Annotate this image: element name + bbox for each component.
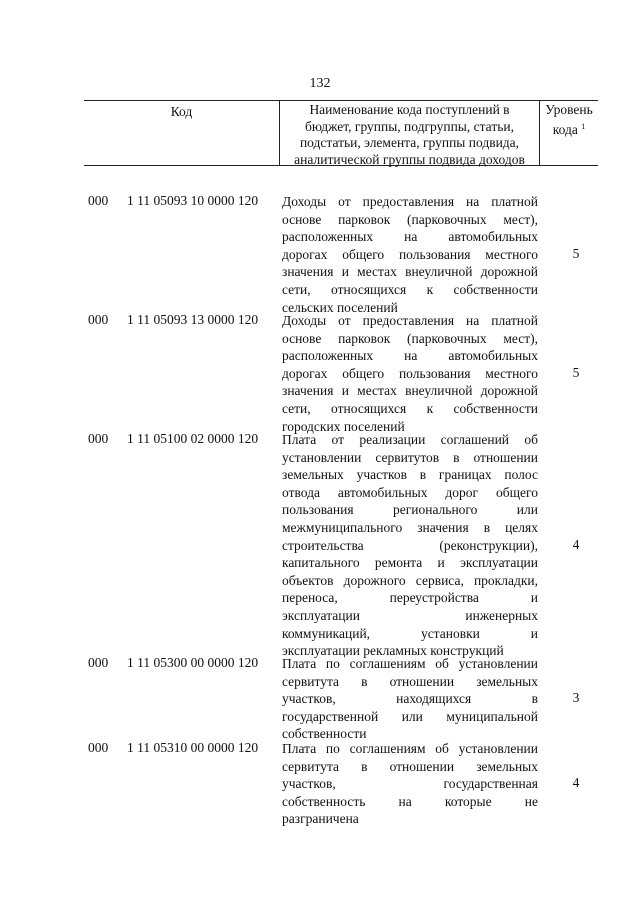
header-name [279, 101, 540, 165]
code-level: 5 [572, 245, 580, 261]
description-line: собственность на которые не [282, 793, 538, 809]
description-line: объектов дорожного сервиса, прокладки, [282, 572, 538, 588]
budget-code: 1 11 05300 00 0000 120 [127, 655, 259, 670]
description-line: Доходы от предоставления на платной [282, 194, 538, 209]
description-line: сервитута в отношении земельных [282, 673, 538, 689]
description-line: переноса, переустройства и [282, 590, 538, 606]
description-line: межмуниципального значения в целях [282, 519, 538, 535]
header-name-line: аналитической группы подвида доходов [294, 151, 525, 167]
description-line: сети, относящихся к собственности [282, 400, 538, 416]
description-line: Доходы от предоставления на платной [282, 313, 538, 328]
budget-code: 1 11 05093 10 0000 120 [127, 193, 259, 208]
description-line: Плата от реализации соглашений об [282, 432, 538, 447]
description-line: капитального ремонта и эксплуатации [282, 555, 538, 571]
description-line: участков, находящихся в [282, 691, 538, 707]
description-line: дорогах общего пользования местного [282, 365, 538, 381]
description-line: сети, относящихся к собственности [282, 281, 538, 297]
header-level-line [540, 119, 598, 139]
income-description [282, 431, 538, 660]
table-header [84, 100, 598, 166]
description-line: основе парковок (парковочных мест), [282, 330, 538, 346]
code-level: 3 [572, 690, 580, 706]
page-number: 132 [309, 76, 331, 91]
description-line: сельских поселений [282, 299, 398, 315]
header-name-line: подстатьи, элемента, группы подвида, [299, 135, 520, 150]
income-description [282, 312, 538, 435]
header-level-line: Уровень [545, 102, 593, 117]
table-row [0, 655, 640, 743]
table-row [0, 193, 640, 316]
description-line: расположенных на автомобильных [282, 229, 538, 245]
admin-code: 000 [88, 431, 109, 446]
description-line: отвода автомобильных дорог общего [282, 484, 538, 500]
description-line: установлении сервитутов в отношении [282, 449, 538, 465]
code-level: 4 [572, 536, 580, 552]
header-level [540, 101, 598, 165]
table-row [0, 431, 640, 660]
description-line: городских поселений [282, 418, 405, 434]
code-level: 4 [572, 775, 580, 791]
admin-code: 000 [88, 740, 109, 755]
description-line: значения и местах внеуличной дорожной [282, 264, 538, 280]
description-line: эксплуатации инженерных [282, 607, 538, 623]
budget-code: 1 11 05100 02 0000 120 [127, 431, 259, 446]
footnote-marker: 1 [581, 121, 586, 131]
budget-code: 1 11 05093 13 0000 120 [127, 312, 259, 327]
description-line: земельных участков в границах полос [282, 467, 538, 483]
description-line: основе парковок (парковочных мест), [282, 211, 538, 227]
description-line: разграничена [282, 811, 359, 827]
description-line: Плата по соглашениям об установлении [282, 741, 538, 756]
header-name-line: бюджет, группы, подгруппы, статьи, [305, 118, 514, 134]
description-line: Плата по соглашениям об установлении [282, 656, 538, 671]
header-level-word: кода [552, 121, 578, 137]
description-line: дорогах общего пользования местного [282, 246, 538, 262]
budget-code: 1 11 05310 00 0000 120 [127, 740, 259, 755]
description-line: значения и местах внеуличной дорожной [282, 383, 538, 399]
code-level: 5 [572, 364, 580, 380]
income-description [282, 740, 538, 828]
table-row [0, 740, 640, 828]
description-line: эксплуатации рекламных конструкций [282, 643, 504, 659]
income-description [282, 655, 538, 743]
description-line: государственной или муниципальной [282, 708, 538, 724]
header-code: Код [170, 104, 193, 119]
description-line: расположенных на автомобильных [282, 348, 538, 364]
description-line: коммуникаций, установки и [282, 625, 538, 641]
description-line: пользования регионального или [282, 502, 538, 518]
description-line: собственности [282, 726, 367, 742]
admin-code: 000 [88, 193, 109, 208]
table-row [0, 312, 640, 435]
description-line: участков, государственная [282, 776, 538, 792]
income-description [282, 193, 538, 316]
description-line: сервитута в отношении земельных [282, 758, 538, 774]
admin-code: 000 [88, 312, 109, 327]
admin-code: 000 [88, 655, 109, 670]
header-name-line: Наименование кода поступлений в [309, 102, 510, 117]
description-line: строительства (реконструкции), [282, 537, 538, 553]
